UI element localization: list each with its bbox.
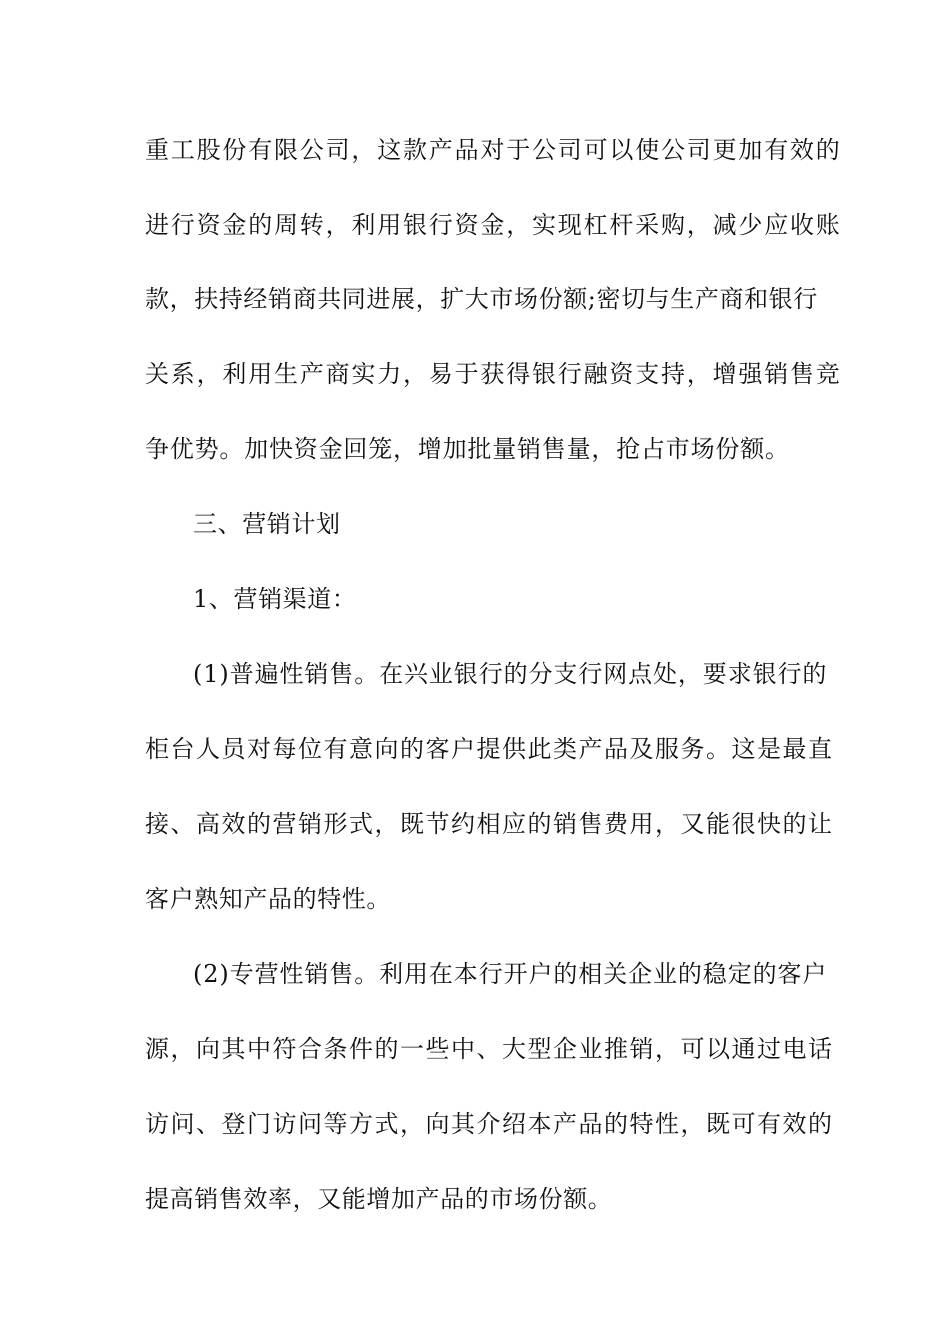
body-text-line: 争优势。加快资金回笼，增加批量销售量，抢占市场份额。	[145, 435, 790, 463]
body-text-line: 访问、登门访问等方式，向其介绍本产品的特性，既可有效的	[145, 1110, 834, 1138]
body-text-line: (1)普遍性销售。在兴业银行的分支行网点处，要求银行的	[193, 660, 828, 688]
body-text-line: 重工股份有限公司，这款产品对于公司可以使公司更加有效的	[145, 136, 842, 164]
body-text-line: 柜台人员对每位有意向的客户提供此类产品及服务。这是最直	[145, 735, 834, 763]
body-text-line: 客户熟知产品的特性。	[145, 885, 391, 913]
body-text-line: 源，向其中符合条件的一些中、大型企业推销，可以通过电话	[145, 1035, 834, 1063]
body-text-line: 提高销售效率，又能增加产品的市场份额。	[145, 1185, 613, 1213]
body-text-line: 关系，利用生产商实力，易于获得银行融资支持，增强销售竞	[145, 360, 842, 388]
body-text-line: 接、高效的营销形式，既节约相应的销售费用，又能很快的让	[145, 810, 834, 838]
section-heading: 三、营销计划	[193, 510, 341, 538]
body-text-line: (2)专营性销售。利用在本行开户的相关企业的稳定的客户	[193, 960, 828, 988]
subsection-heading: 1、营销渠道：	[193, 585, 357, 613]
body-text-line: 款，扶持经销商共同进展，扩大市场份额;密切与生产商和银行	[145, 285, 818, 313]
body-text-line: 进行资金的周转，利用银行资金，实现杠杆采购，减少应收账	[145, 211, 842, 239]
